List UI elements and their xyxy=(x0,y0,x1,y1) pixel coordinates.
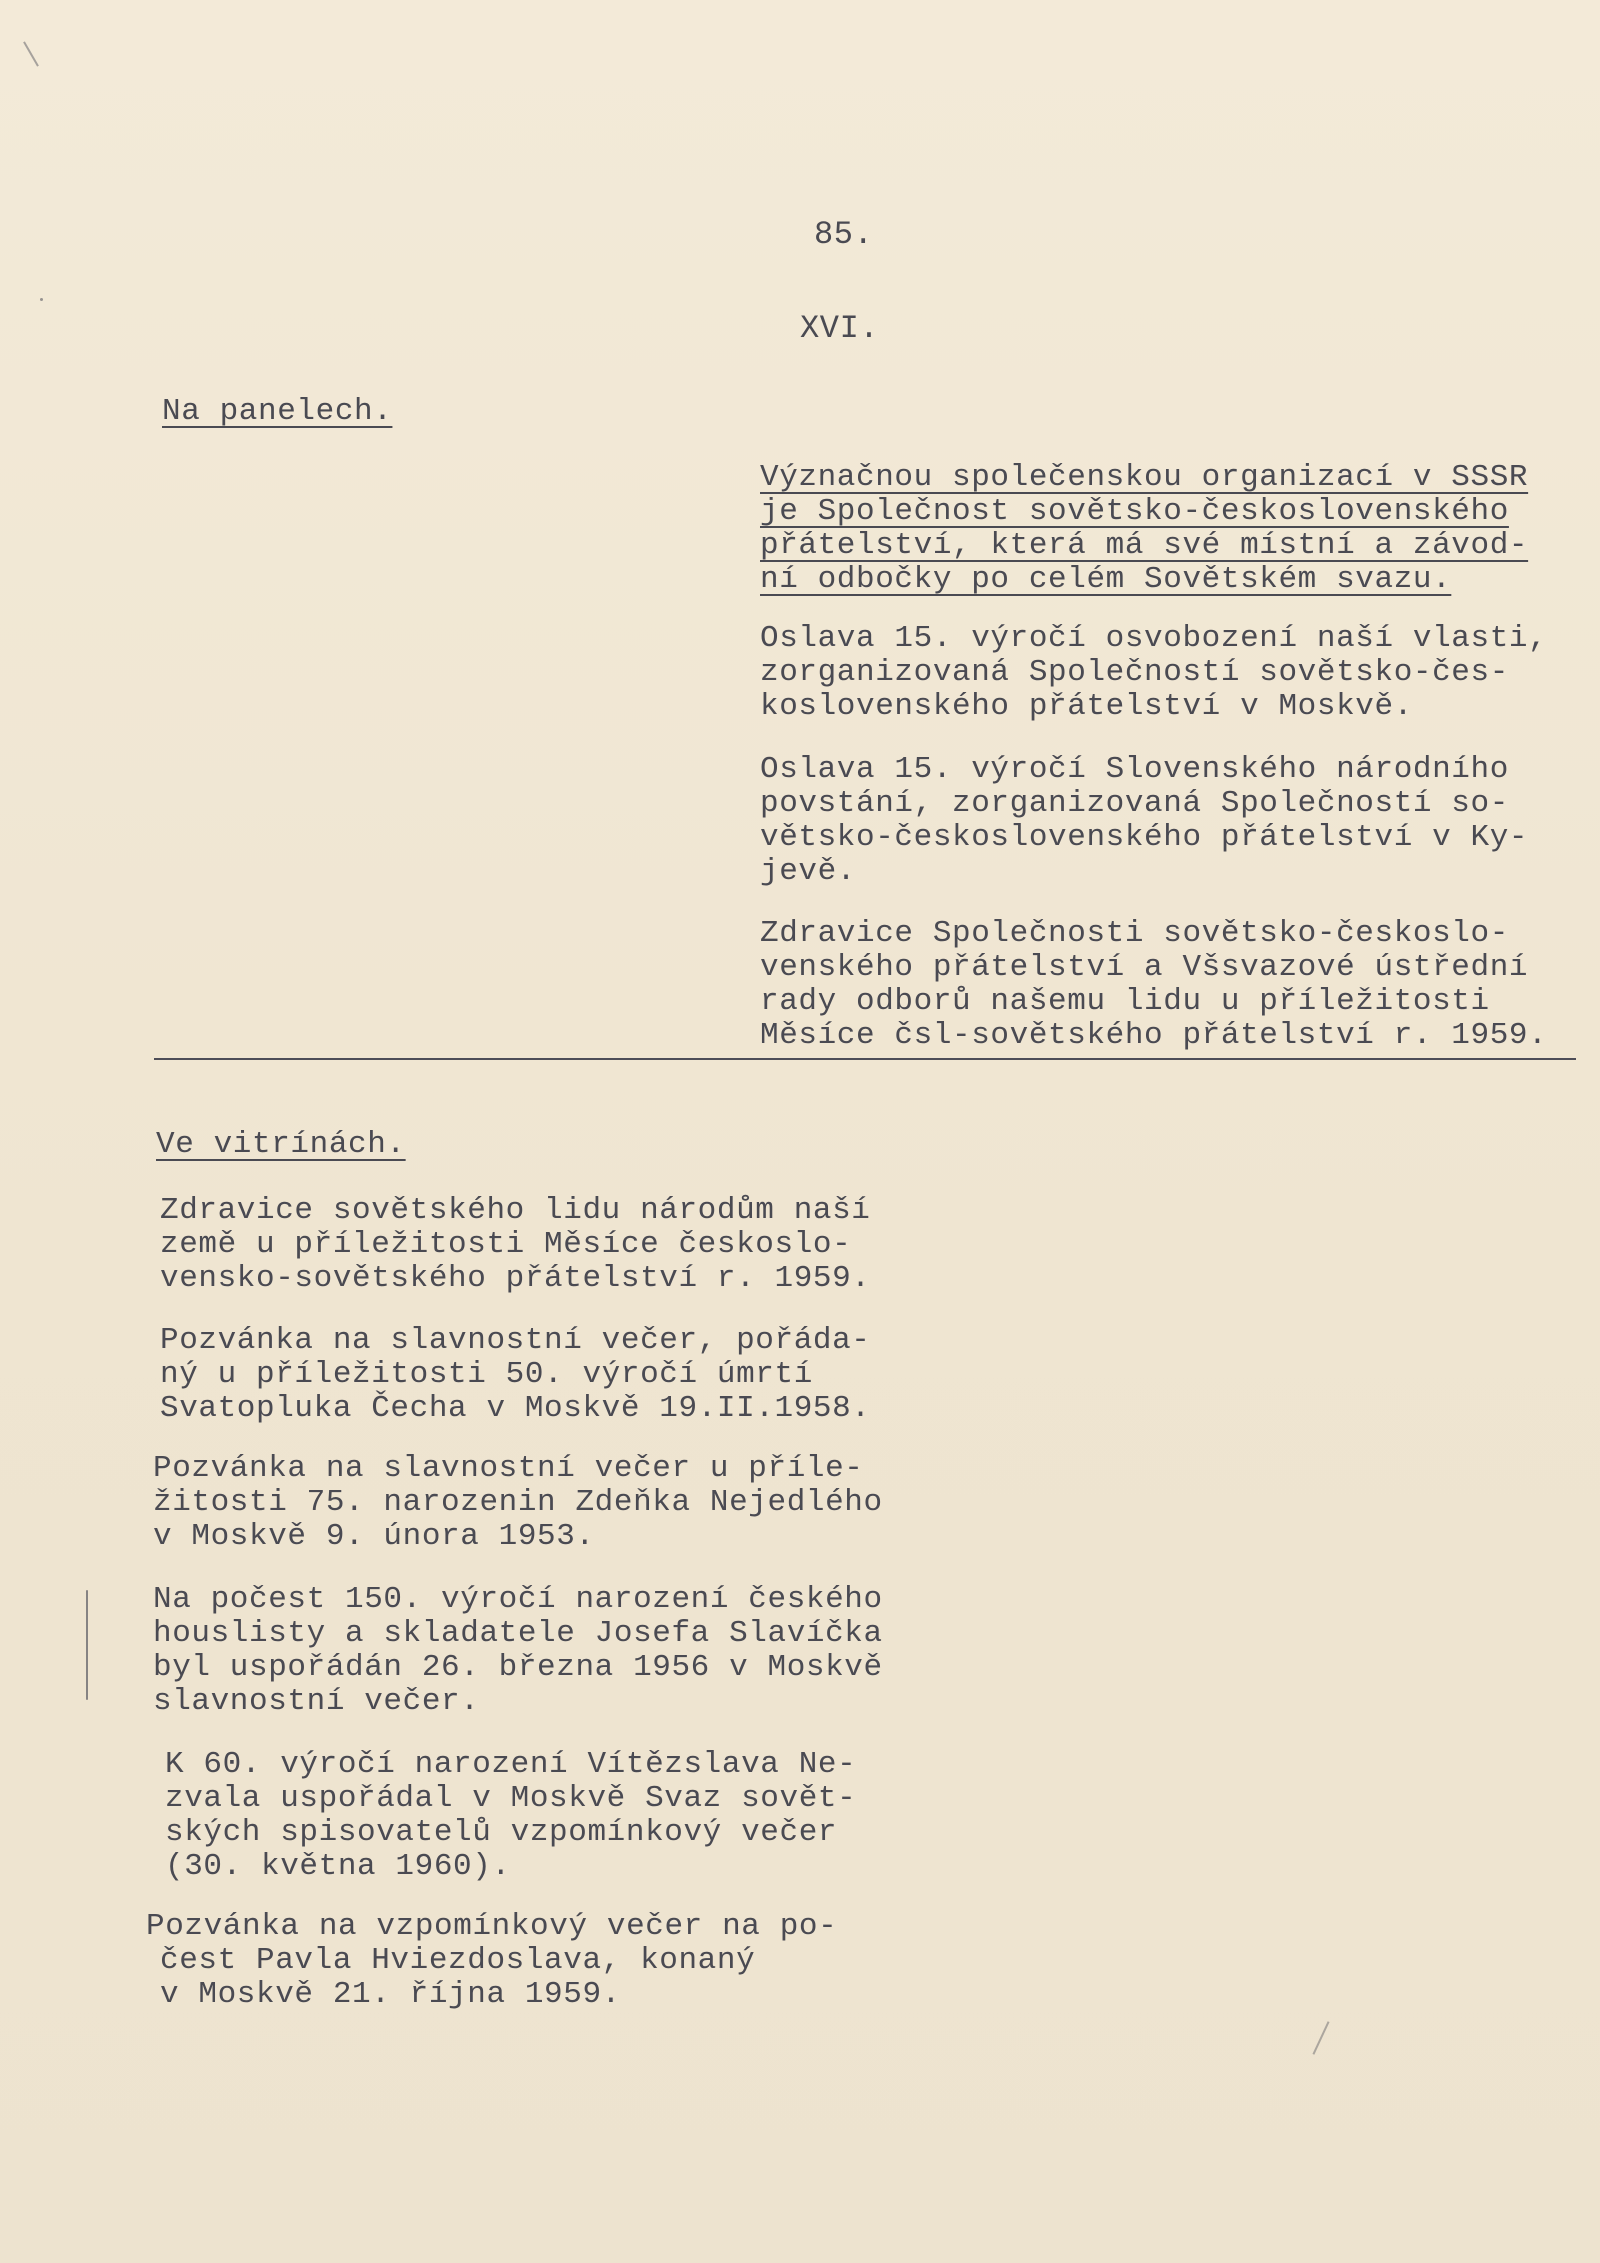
text-line: Zdravice Společnosti sovětsko-českoslo- xyxy=(760,916,1509,951)
text-line: Oslava 15. výročí Slovenského národního xyxy=(760,752,1509,787)
text-line: zorganizovaná Společností sovětsko-čes- xyxy=(760,655,1509,690)
text-line: K 60. výročí narození Vítězslava Ne- xyxy=(165,1747,857,1782)
text-line: ný u příležitosti 50. výročí úmrtí xyxy=(160,1357,813,1392)
text-line: Význačnou společenskou organizací v SSSR xyxy=(760,460,1529,495)
page-number: 85. xyxy=(814,216,874,253)
text-line: ní odbočky po celém Sovětském svazu. xyxy=(760,562,1452,597)
text-line: slavnostní večer. xyxy=(153,1684,480,1719)
text-line: koslovenského přátelství v Moskvě. xyxy=(760,689,1413,724)
stray-pen-mark xyxy=(23,41,39,66)
text-line: byl uspořádán 26. března 1956 v Moskvě xyxy=(153,1650,883,1685)
text-line: je Společnost sovětsko-československého xyxy=(760,494,1509,529)
text-line: ských spisovatelů vzpomínkový večer xyxy=(165,1815,838,1850)
stray-dot-mark xyxy=(40,298,43,301)
text-line: přátelství, která má své místní a závod- xyxy=(760,528,1529,563)
text-line: Oslava 15. výročí osvobození naší vlasti, xyxy=(760,621,1548,656)
text-line: Pozvánka na vzpomínkový večer na po- xyxy=(146,1909,838,1944)
text-line: Měsíce čsl-sovětského přátelství r. 1959. xyxy=(760,1018,1548,1053)
section-heading-vitriny: Ve vitrínách. xyxy=(156,1127,406,1162)
text-line: venského přátelství a Všsvazové ústřední xyxy=(760,950,1529,985)
text-line: Pozvánka na slavnostní večer, pořáda- xyxy=(160,1323,871,1358)
text-line: v Moskvě 9. února 1953. xyxy=(153,1519,595,1554)
margin-bracket-mark xyxy=(86,1590,88,1700)
text-line: větsko-československého přátelství v Ky- xyxy=(760,820,1529,855)
text-line: v Moskvě 21. října 1959. xyxy=(160,1977,621,2012)
text-line: vensko-sovětského přátelství r. 1959. xyxy=(160,1261,871,1296)
text-line: povstání, zorganizovaná Společností so- xyxy=(760,786,1509,821)
text-line: (30. května 1960). xyxy=(165,1849,511,1884)
text-line: země u příležitosti Měsíce českoslo- xyxy=(160,1227,852,1262)
chapter-number: XVI. xyxy=(800,310,880,347)
section-divider xyxy=(154,1058,1576,1060)
text-line: rady odborů našemu lidu u příležitosti xyxy=(760,984,1490,1019)
text-line: jevě. xyxy=(760,854,857,889)
text-line: Na počest 150. výročí narození českého xyxy=(153,1582,883,1617)
text-line: Pozvánka na slavnostní večer u příle- xyxy=(153,1451,864,1486)
text-line: houslisty a skladatele Josefa Slavíčka xyxy=(153,1616,883,1651)
text-line: žitosti 75. narozenin Zdeňka Nejedlého xyxy=(153,1485,883,1520)
stray-pen-mark xyxy=(1312,2021,1329,2054)
text-line: Zdravice sovětského lidu národům naší xyxy=(160,1193,871,1228)
section-heading-panels: Na panelech. xyxy=(162,394,393,429)
text-line: Svatopluka Čecha v Moskvě 19.II.1958. xyxy=(160,1391,871,1426)
text-line: čest Pavla Hviezdoslava, konaný xyxy=(160,1943,756,1978)
text-line: zvala uspořádal v Moskvě Svaz sovět- xyxy=(165,1781,857,1816)
